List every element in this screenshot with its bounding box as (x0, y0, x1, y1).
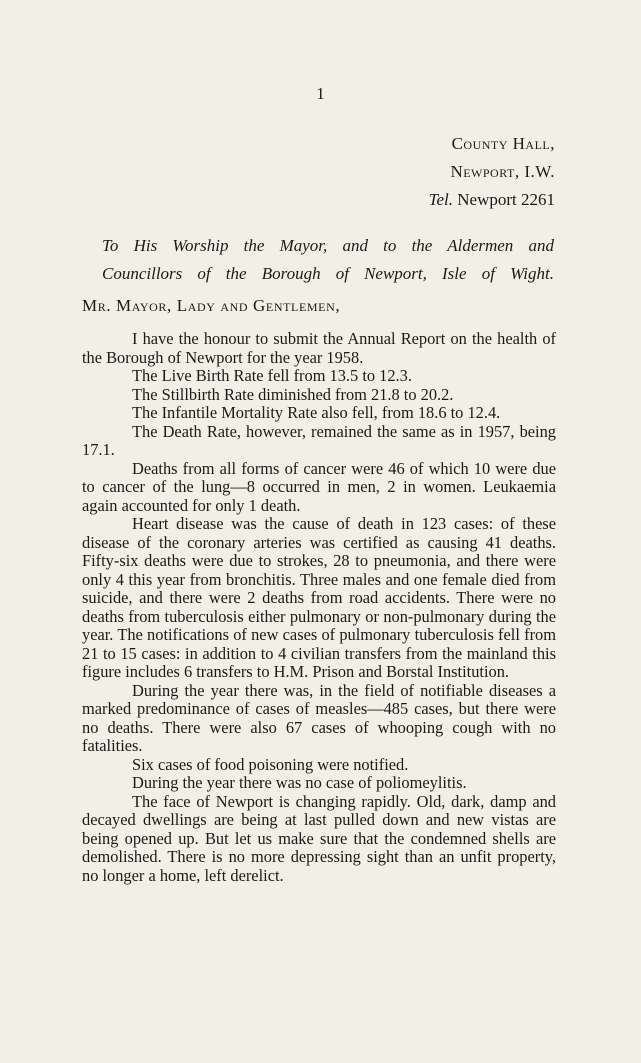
paragraph: Six cases of food poisoning were notified. (132, 754, 409, 774)
paragraph: Heart disease was the cause of death in 123 cases: of these disease of the coronary arteries was certified as causing 41 deaths. Fifty-six deaths were due to strokes, 28 to pneumonia, and there were only 4 this year from bronchitis. Three males and one female died from suicide, and there were 2 deaths from road accidents. There were no deaths from tuberculosis either pulmonary or non-pulmonary during the year. The notifications of new cases of pulmonary tuberculosis fell from 21 to 15 cases: in addition to 4 civilian transfers from the mainland this figure includes 6 transfers to H.M. Prison and Borstal Institution. (82, 514, 556, 681)
addressee-block (102, 232, 554, 288)
paragraph: During the year there was, in the field of notifiable diseases a marked predominance of cases of measles—485 cases, but there were no deaths. There were also 67 cases of whooping cough with no fatalities. (82, 680, 556, 755)
sender-address (429, 130, 555, 214)
address-line-2: Newport, I.W. (450, 162, 555, 181)
page-number: 1 (316, 84, 325, 103)
addressee-line-2: Councillors of the Borough of Newport, Isle of Wight. (102, 264, 554, 283)
address-telephone (429, 186, 555, 214)
telephone-label: Tel. (428, 190, 454, 209)
paragraph: During the year there was no case of poliomeylitis. (132, 773, 467, 792)
addressee-line-1: To His Worship the Mayor, and to the Aldermen and (102, 236, 554, 255)
paragraph: The Live Birth Rate fell from 13.5 to 12.3. (132, 366, 412, 385)
paragraph: The Death Rate, however, remained the same as in 1957, being 17.1. (82, 421, 556, 459)
paragraph: Deaths from all forms of cancer were 46 of which 10 were due to cancer of the lung—8 occurred in men, 2 in women. Leukaemia again accounted for only 1 death. (82, 458, 556, 515)
salutation: Mr. Mayor, Lady and Gentlemen, (82, 296, 341, 315)
paragraph: I have the honour to submit the Annual Report on the health of the Borough of Newport for the year 1958. (82, 329, 556, 367)
report-body (82, 330, 556, 885)
paragraph: The face of Newport is changing rapidly. Old, dark, damp and decayed dwellings are being at last pulled down and new vistas are being opened up. But let us make sure that the condemned shells are demolished. There is no more depressing sight than an unfit property, no longer a home, left derelict. (82, 791, 556, 885)
telephone-value: Newport 2261 (457, 190, 555, 209)
paragraph: The Infantile Mortality Rate also fell, from 18.6 to 12.4. (132, 403, 501, 422)
paragraph: The Stillbirth Rate diminished from 21.8 to 20.2. (132, 384, 454, 404)
address-line-1: County Hall, (451, 134, 555, 153)
